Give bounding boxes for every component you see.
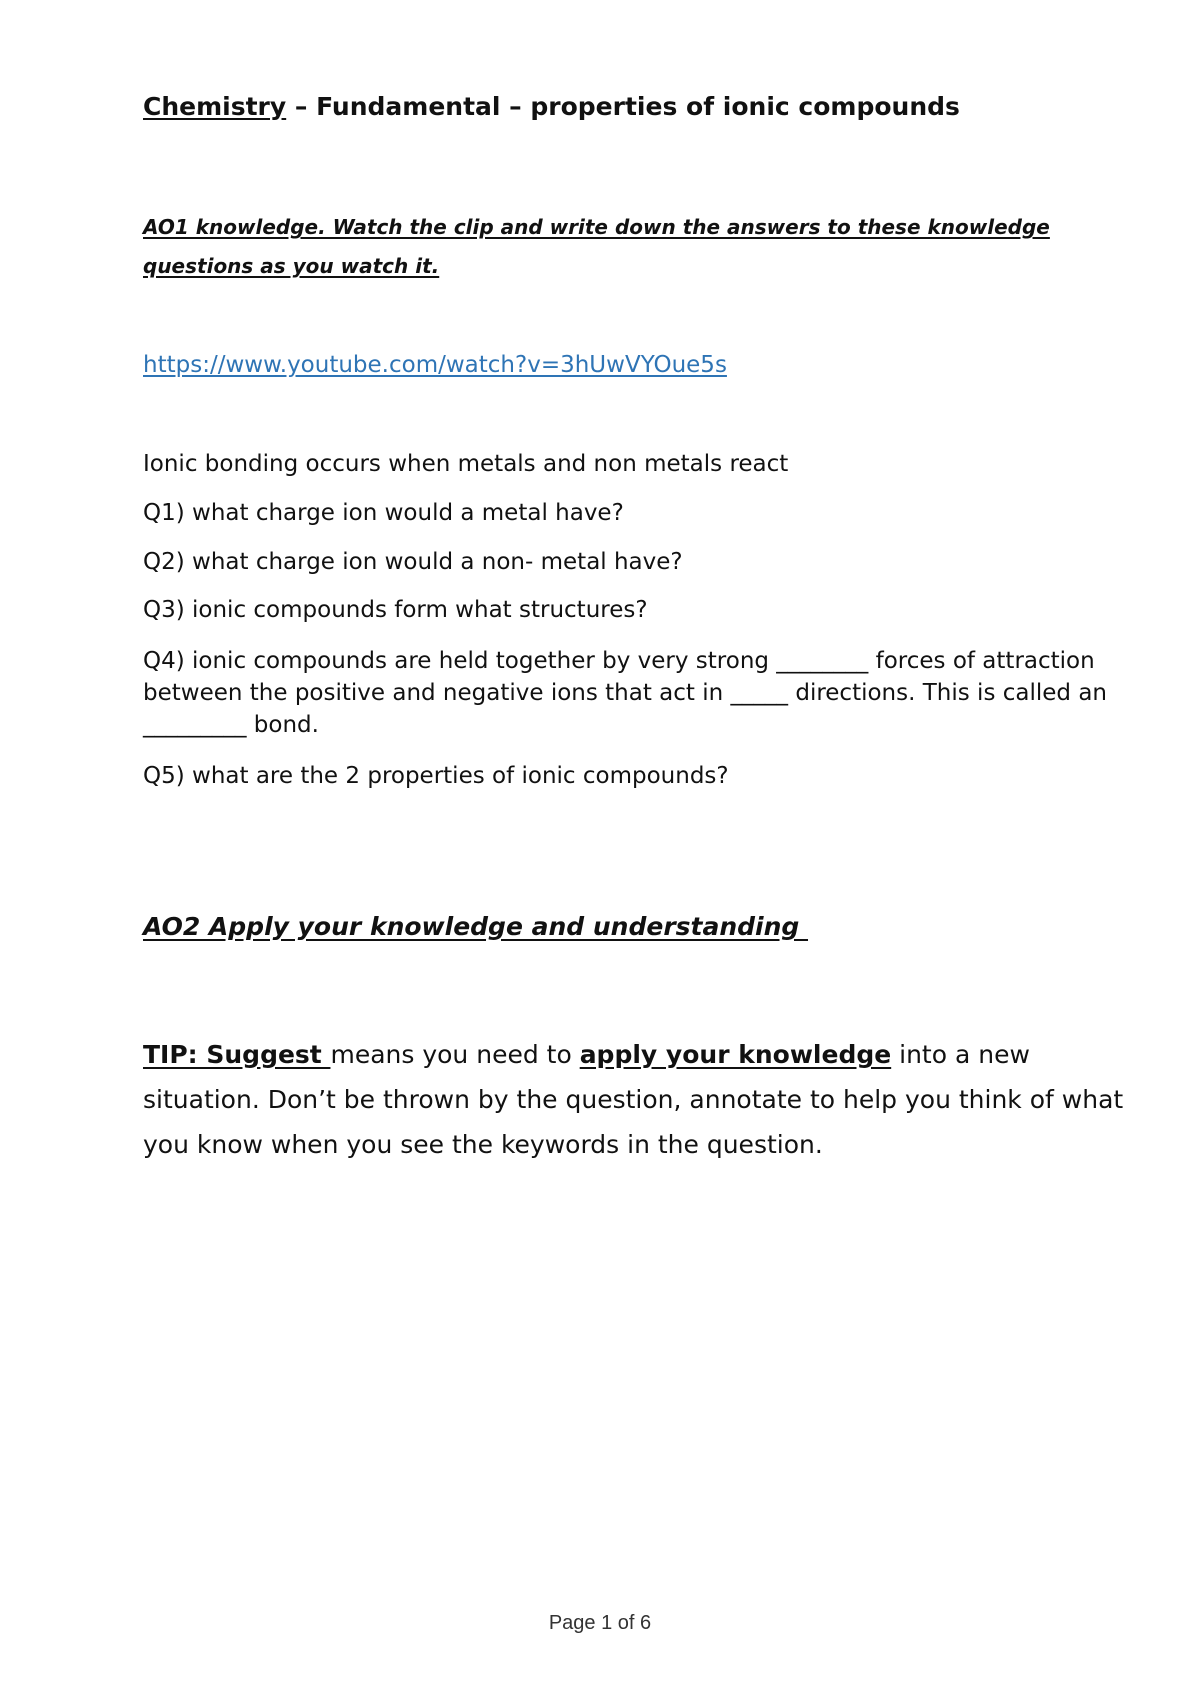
video-link[interactable]: https://www.youtube.com/watch?v=3hUwVYOue5s xyxy=(143,352,727,378)
ao2-heading: AO2 Apply your knowledge and understanding xyxy=(143,912,809,941)
ao1-heading: AO1 knowledge. Watch the clip and write down the answers to these knowledge questions as you watch it. xyxy=(143,215,1050,278)
question-5: Q5) what are the 2 properties of ionic compounds? xyxy=(143,763,729,789)
tip-text-2: into a new situation. Don’t be thrown by the question, annotate to help you think of what you know when you see the keywords in the question. xyxy=(143,1040,1124,1159)
intro-text: Ionic bonding occurs when metals and non metals react xyxy=(143,451,789,477)
tip-paragraph xyxy=(143,1032,1153,1167)
title-rest: – Fundamental – properties of ionic compounds xyxy=(286,92,960,121)
page-title xyxy=(143,92,960,121)
tip-emphasis: apply your knowledge xyxy=(579,1040,892,1069)
title-subject: Chemistry xyxy=(143,92,287,121)
tip-label: TIP: Suggest xyxy=(143,1040,331,1069)
tip-text-1: means you need to xyxy=(330,1040,580,1069)
question-2: Q2) what charge ion would a non- metal have? xyxy=(143,549,683,575)
question-1: Q1) what charge ion would a metal have? xyxy=(143,500,624,526)
question-3: Q3) ionic compounds form what structures? xyxy=(143,597,648,623)
page-footer: Page 1 of 6 xyxy=(548,1612,652,1634)
question-4: Q4) ionic compounds are held together by very strong ________ forces of attraction between the positive and negative ions that act in _____ directions. This is called an _________ bond. xyxy=(143,648,1107,738)
